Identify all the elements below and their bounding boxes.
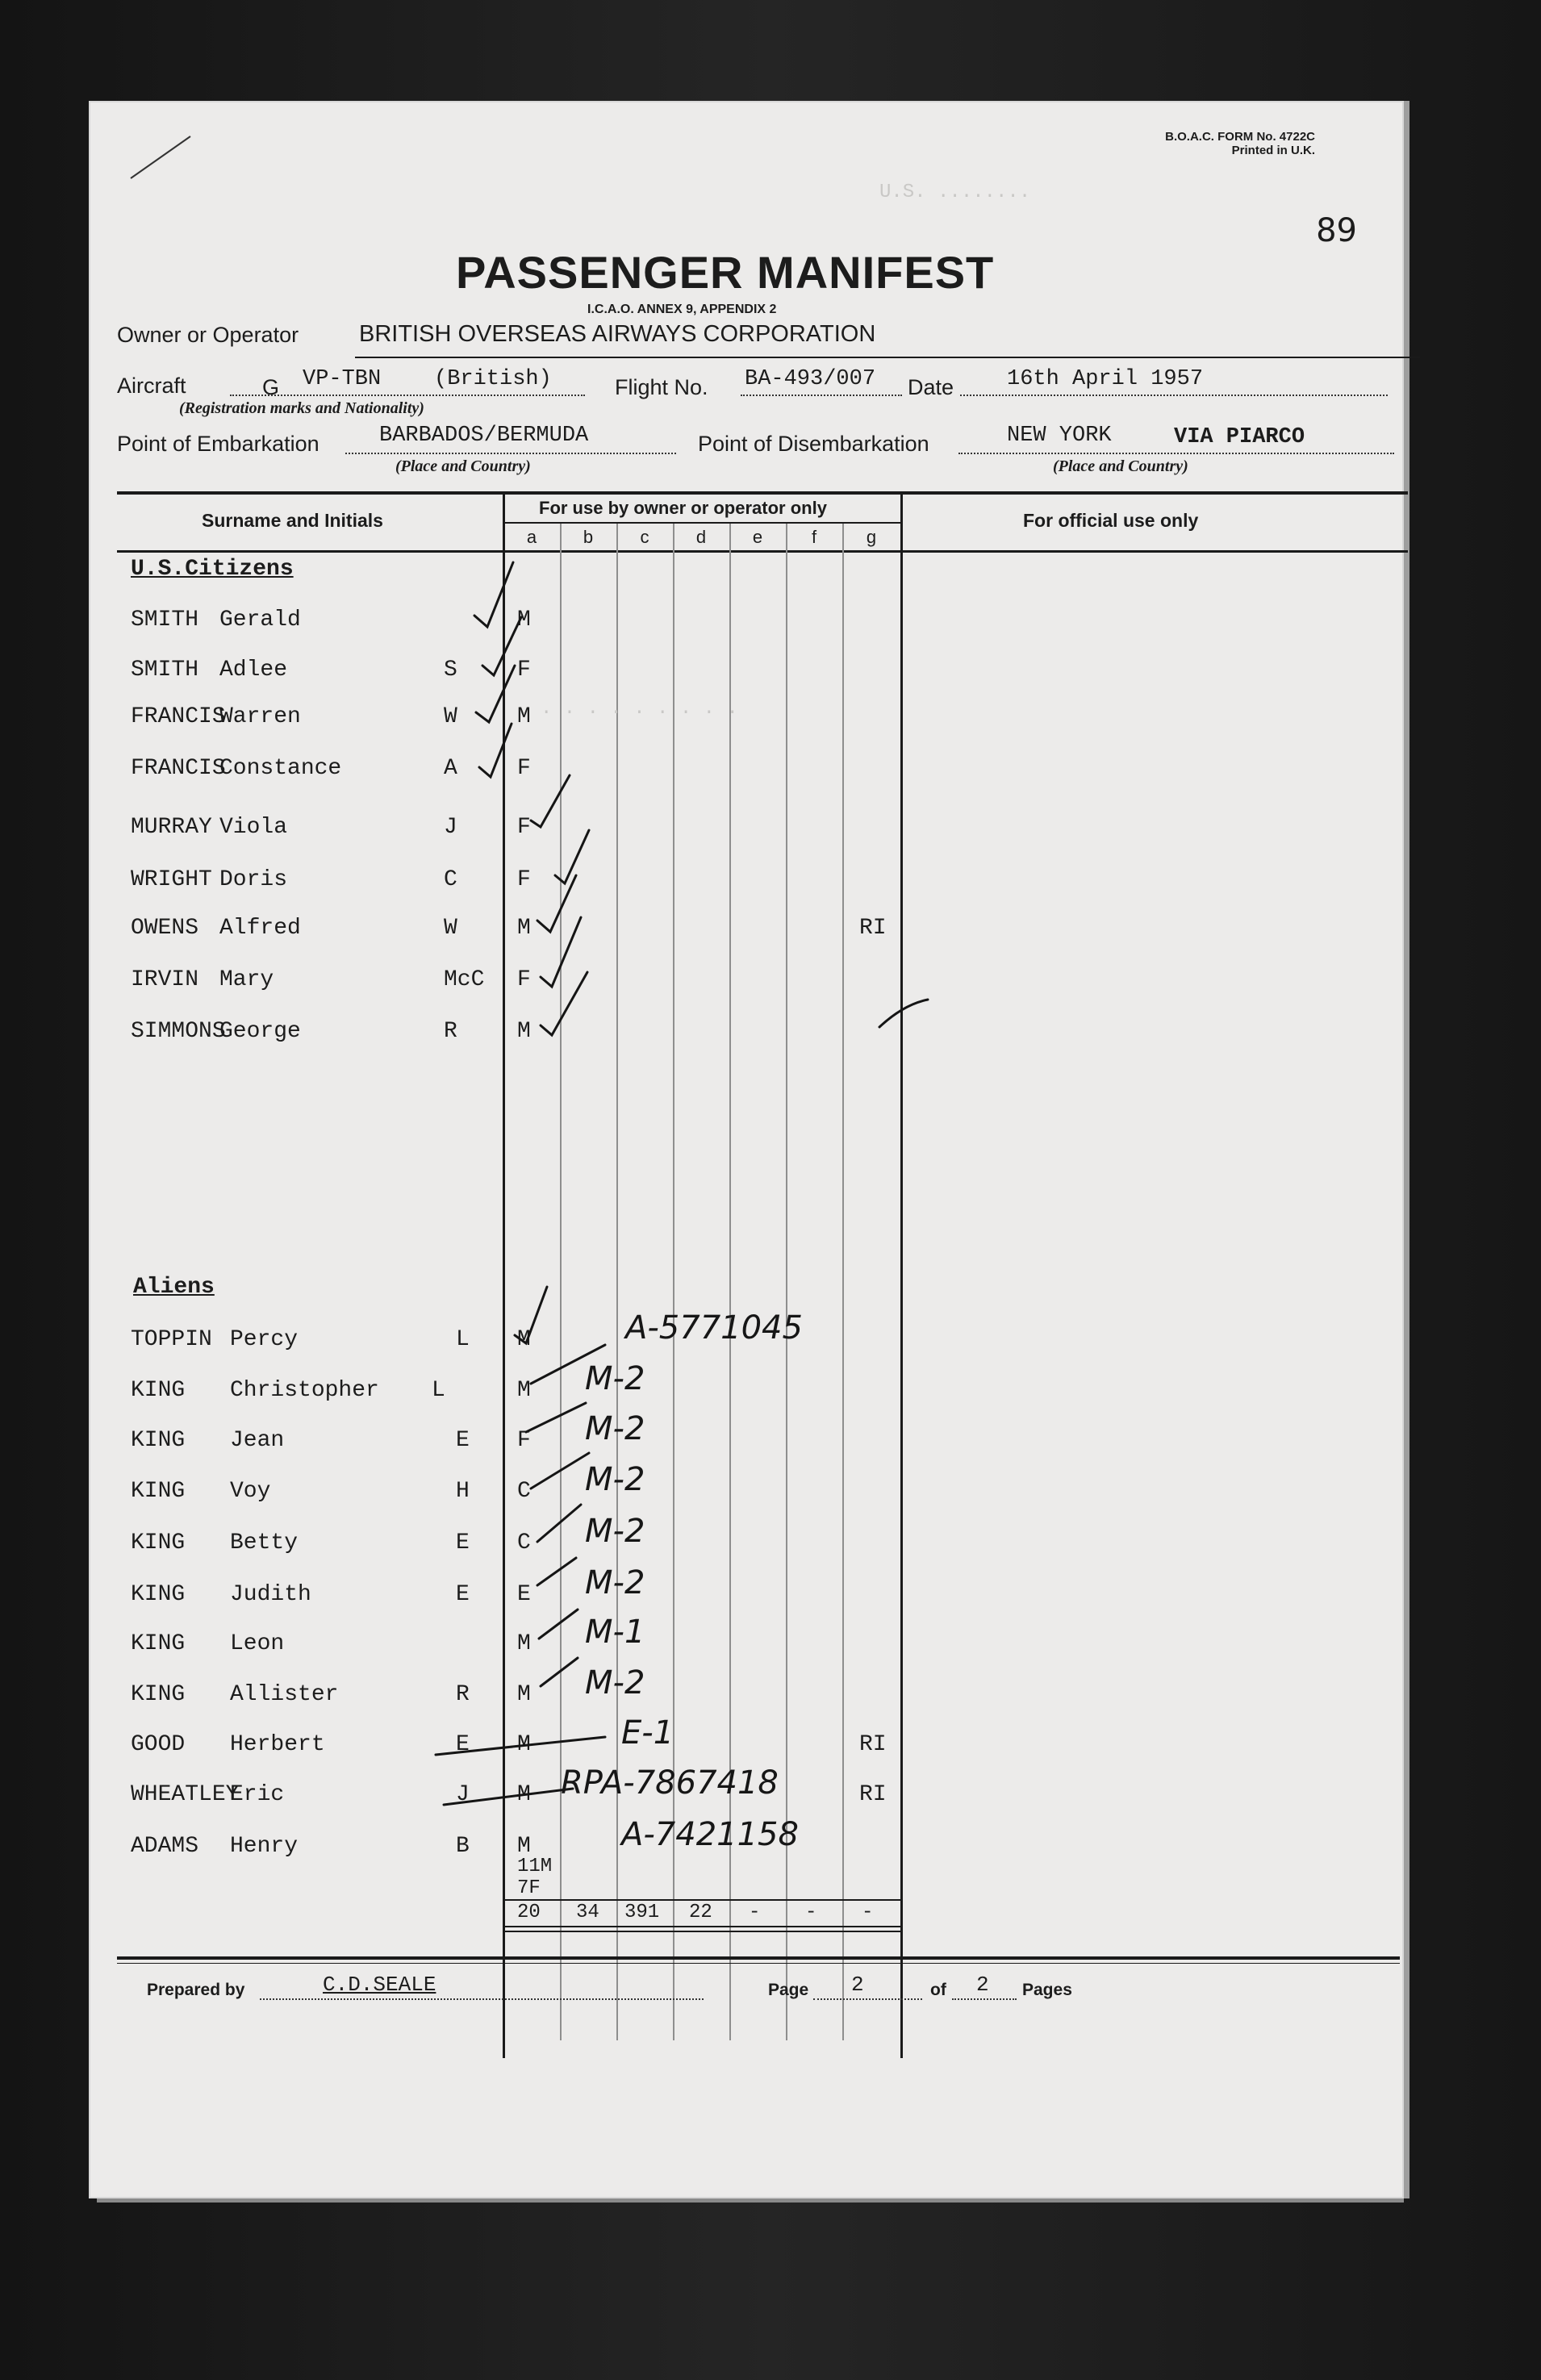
- passenger-handwritten-note: M-2: [585, 1664, 645, 1701]
- flight-number: BA-493/007: [745, 367, 876, 391]
- total-c: 391: [624, 1902, 660, 1923]
- passenger-initial: McC: [444, 967, 485, 992]
- passenger-initial: B: [456, 1834, 470, 1859]
- table-bottom-rule-thin: [117, 1963, 1400, 1964]
- passenger-handwritten-note: M-2: [585, 1360, 645, 1397]
- passenger-sex-code: F: [517, 1428, 531, 1453]
- check-marks: [436, 562, 928, 1805]
- passenger-initial: W: [444, 704, 457, 729]
- passenger-given-name: Judith: [230, 1582, 311, 1607]
- passenger-initial: J: [456, 1782, 470, 1807]
- pages-label: Pages: [1022, 1981, 1072, 1999]
- passenger-surname: SIMMONS: [131, 1019, 226, 1044]
- form-number-line1: B.O.A.C. FORM No. 4722C: [1165, 130, 1315, 144]
- disembarkation-label: Point of Disembarkation: [698, 432, 929, 456]
- totals-top-rule: [503, 1899, 902, 1901]
- passenger-given-name: Doris: [219, 867, 288, 892]
- passenger-official-code: RI: [859, 916, 887, 941]
- col-header-owner-use: For use by owner or operator only: [539, 498, 827, 518]
- passenger-sex-code: M: [517, 916, 531, 941]
- passenger-surname: SMITH: [131, 658, 199, 683]
- aircraft-nationality: (British): [434, 367, 552, 391]
- disembarkation-via: VIA PIARCO: [1174, 425, 1305, 449]
- prepared-by-value: C.D.SEALE: [323, 1973, 436, 1997]
- passenger-sex-code: M: [517, 1378, 531, 1403]
- embarkation-label: Point of Embarkation: [117, 432, 319, 456]
- passenger-official-code: RI: [859, 1782, 887, 1807]
- passenger-surname: GOOD: [131, 1732, 186, 1757]
- totals-rule-1: [503, 1926, 902, 1927]
- ghost-text-1: U.S. ........: [879, 182, 1031, 203]
- aircraft-note: (Registration marks and Nationality): [179, 399, 424, 417]
- passenger-given-name: Constance: [219, 756, 342, 781]
- embarkation-value: BARBADOS/BERMUDA: [379, 424, 589, 448]
- passenger-given-name: Allister: [230, 1682, 339, 1707]
- passenger-initial: R: [444, 1019, 457, 1044]
- passenger-official-code: RI: [859, 1732, 887, 1757]
- passenger-initial: A: [444, 756, 457, 781]
- owner-label: Owner or Operator: [117, 323, 299, 347]
- passenger-surname: KING: [131, 1682, 186, 1707]
- passenger-given-name: George: [219, 1019, 301, 1044]
- passenger-sex-code: M: [517, 1019, 531, 1044]
- total-f: -: [805, 1902, 817, 1923]
- passenger-surname: KING: [131, 1582, 186, 1607]
- form-number-line2: Printed in U.K.: [1231, 144, 1315, 157]
- totals-rule-2: [503, 1931, 902, 1932]
- total-male: 11M: [517, 1856, 553, 1877]
- passenger-surname: FRANCIS: [131, 756, 226, 781]
- passenger-given-name: Voy: [230, 1479, 271, 1504]
- page-stamp-number: 89: [1316, 212, 1357, 249]
- passenger-surname: KING: [131, 1428, 186, 1453]
- passenger-given-name: Henry: [230, 1834, 299, 1859]
- col-letter-b: b: [583, 527, 594, 547]
- col-letter-d: d: [695, 527, 707, 547]
- passenger-surname: KING: [131, 1378, 186, 1403]
- passenger-handwritten-note: M-2: [585, 1410, 645, 1447]
- aircraft-label: Aircraft: [117, 374, 186, 398]
- passenger-given-name: Herbert: [230, 1732, 325, 1757]
- passenger-initial: W: [444, 916, 457, 941]
- passenger-initial: E: [456, 1428, 470, 1453]
- passenger-handwritten-note: M-1: [585, 1614, 645, 1651]
- passenger-initial: L: [456, 1327, 470, 1352]
- page-title: PASSENGER MANIFEST: [456, 247, 995, 298]
- passenger-handwritten-note: M-2: [585, 1564, 645, 1601]
- col-letter-e: e: [752, 527, 763, 547]
- ghost-text-2: . . . . . . . . .: [541, 698, 738, 720]
- date-value: 16th April 1957: [1007, 367, 1204, 391]
- passenger-sex-code: M: [517, 704, 531, 729]
- passenger-sex-code: E: [517, 1582, 531, 1607]
- passenger-initial: E: [456, 1530, 470, 1555]
- total-g: -: [862, 1902, 874, 1923]
- aircraft-registration: VP-TBN: [303, 367, 382, 391]
- passenger-initial: E: [456, 1582, 470, 1607]
- passenger-initial: E: [456, 1732, 470, 1757]
- aircraft-prefix: G: [262, 375, 280, 399]
- col-header-name: Surname and Initials: [202, 510, 383, 531]
- passenger-sex-code: C: [517, 1530, 531, 1555]
- disembarkation-note: (Place and Country): [1053, 457, 1188, 475]
- aliens-heading: Aliens: [133, 1275, 215, 1300]
- col-letter-g: g: [866, 527, 877, 547]
- passenger-surname: ADAMS: [131, 1834, 199, 1859]
- us-citizens-heading: U.S.Citizens: [131, 557, 294, 582]
- owner-value: BRITISH OVERSEAS AIRWAYS CORPORATION: [359, 321, 876, 347]
- passenger-handwritten-note: M-2: [585, 1461, 645, 1498]
- flight-label: Flight No.: [615, 375, 708, 399]
- passenger-given-name: Viola: [219, 815, 288, 840]
- passenger-surname: MURRAY: [131, 815, 212, 840]
- passenger-initial: C: [444, 867, 457, 892]
- passenger-given-name: Warren: [219, 704, 301, 729]
- passenger-given-name: Christopher: [230, 1378, 379, 1403]
- passenger-given-name: Alfred: [219, 916, 301, 941]
- passenger-given-name: Leon: [230, 1631, 285, 1656]
- passenger-surname: KING: [131, 1479, 186, 1504]
- passenger-sex-code: F: [517, 815, 531, 840]
- passenger-sex-code: M: [517, 1782, 531, 1807]
- passenger-surname: WRIGHT: [131, 867, 212, 892]
- passenger-handwritten-note: A-5771045: [625, 1309, 803, 1347]
- passenger-handwritten-note: A-7421158: [621, 1816, 799, 1853]
- passenger-surname: KING: [131, 1530, 186, 1555]
- embarkation-note: (Place and Country): [395, 457, 531, 475]
- passenger-initial: L: [432, 1378, 445, 1403]
- of-label: of: [930, 1981, 946, 1999]
- passenger-surname: IRVIN: [131, 967, 199, 992]
- manifest-sheet: [89, 101, 1404, 2198]
- passenger-sex-code: M: [517, 1631, 531, 1656]
- passenger-initial: J: [444, 815, 457, 840]
- passenger-surname: SMITH: [131, 608, 199, 633]
- page-subtitle: I.C.A.O. ANNEX 9, APPENDIX 2: [587, 303, 777, 316]
- total-female: 7F: [517, 1877, 541, 1899]
- passenger-surname: WHEATLEY: [131, 1782, 240, 1807]
- total-d: 22: [689, 1902, 712, 1923]
- page-rule: [813, 1998, 922, 2000]
- of-value: 2: [976, 1973, 989, 1997]
- passenger-sex-code: F: [517, 658, 531, 683]
- disembarkation-value: NEW YORK: [1007, 424, 1112, 448]
- total-e: -: [749, 1902, 761, 1923]
- passenger-handwritten-note: M-2: [585, 1513, 645, 1550]
- passenger-given-name: Jean: [230, 1428, 285, 1453]
- passenger-sex-code: M: [517, 1327, 531, 1352]
- passenger-sex-code: F: [517, 867, 531, 892]
- passenger-sex-code: F: [517, 756, 531, 781]
- passenger-initial: R: [456, 1682, 470, 1707]
- handwritten-marks-layer: [89, 101, 1404, 2198]
- passenger-given-name: Adlee: [219, 658, 288, 683]
- passenger-sex-code: M: [517, 1682, 531, 1707]
- col-letter-a: a: [526, 527, 537, 547]
- passenger-sex-code: C: [517, 1479, 531, 1504]
- passenger-initial: S: [444, 658, 457, 683]
- passenger-given-name: Betty: [230, 1530, 299, 1555]
- passenger-sex-code: M: [517, 608, 531, 633]
- prepared-by-label: Prepared by: [147, 1981, 245, 1999]
- passenger-handwritten-note: E-1: [621, 1714, 674, 1752]
- total-a: 20: [517, 1902, 541, 1923]
- col-header-official: For official use only: [1023, 510, 1199, 531]
- passenger-sex-code: M: [517, 1834, 531, 1859]
- passenger-initial: H: [456, 1479, 470, 1504]
- passenger-surname: TOPPIN: [131, 1327, 212, 1352]
- passenger-sex-code: M: [517, 1732, 531, 1757]
- passenger-surname: FRANCIS: [131, 704, 226, 729]
- page-label: Page: [768, 1981, 809, 1999]
- passenger-given-name: Mary: [219, 967, 274, 992]
- passenger-surname: KING: [131, 1631, 186, 1656]
- passenger-given-name: Percy: [230, 1327, 299, 1352]
- table-bottom-rule: [117, 1956, 1400, 1960]
- of-rule: [952, 1998, 1017, 2000]
- passenger-given-name: Gerald: [219, 608, 301, 633]
- passenger-given-name: Eric: [230, 1782, 285, 1807]
- total-b: 34: [576, 1902, 599, 1923]
- page-value: 2: [851, 1973, 864, 1997]
- col-letter-f: f: [811, 527, 817, 547]
- col-letter-c: c: [640, 527, 649, 547]
- prepared-by-rule: [260, 1998, 704, 2000]
- passenger-handwritten-note: RPA-7867418: [561, 1764, 779, 1802]
- passenger-sex-code: F: [517, 967, 531, 992]
- date-label: Date: [908, 375, 954, 399]
- passenger-surname: OWENS: [131, 916, 199, 941]
